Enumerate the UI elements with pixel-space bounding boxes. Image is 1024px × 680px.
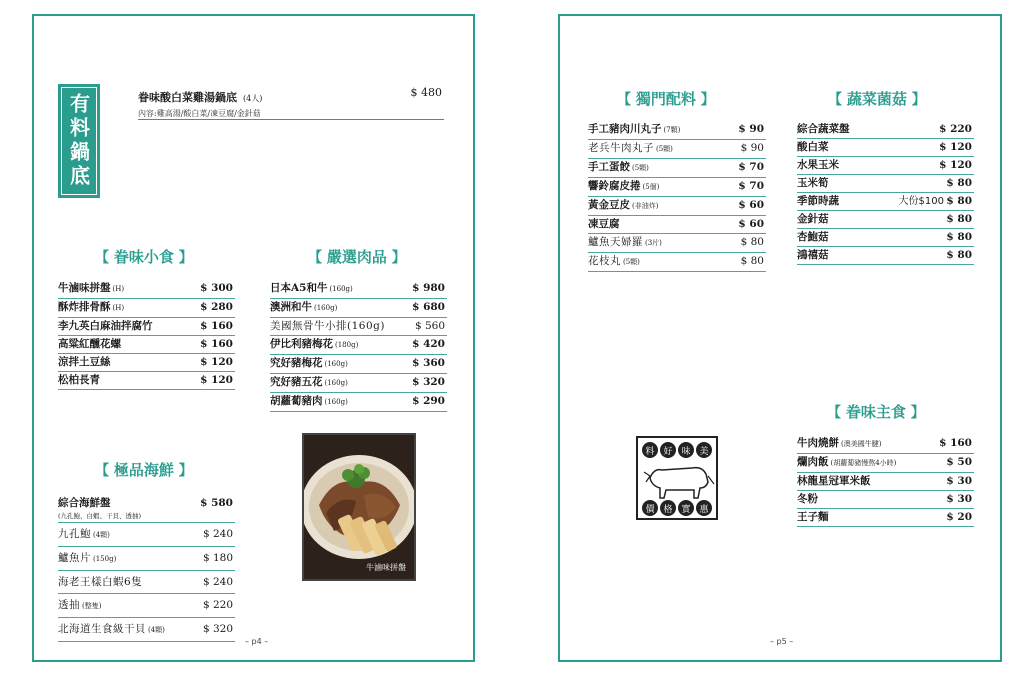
menu-item: [58, 618, 235, 642]
item-name: 冬粉: [797, 493, 818, 505]
item-note: (整隻): [82, 602, 102, 610]
item-name: 松柏長青: [58, 374, 100, 386]
item-name: 高粱紅醺花螺: [58, 338, 121, 350]
menu-item: [270, 374, 447, 393]
heading-text: 極品海鮮: [113, 461, 174, 479]
item-price: $ 360: [412, 357, 445, 369]
item-note: (H): [112, 285, 125, 293]
item-name: 海老王樣白蝦6隻: [58, 576, 143, 588]
menu-item: [588, 140, 766, 159]
menu-item: [58, 372, 235, 390]
item-note: (非油炸): [632, 202, 659, 210]
item-price: $ 120: [200, 374, 233, 386]
item-name: 金針菇: [797, 213, 829, 225]
category-title: 有料鍋底: [66, 93, 91, 189]
item-note: (7顆): [663, 126, 681, 134]
menu-item: [588, 216, 766, 234]
item-note: (160g): [324, 398, 348, 406]
item-name: 美國無骨牛小排(160g): [270, 320, 385, 332]
item-name: 花枝丸: [588, 255, 621, 267]
item-price: $ 280: [200, 301, 233, 313]
menu-item: [797, 247, 974, 265]
item-note: (3片): [645, 239, 662, 247]
item-price: $ 80: [946, 231, 972, 243]
item-name: 老兵牛肉丸子: [588, 142, 654, 154]
menu-item: [588, 253, 766, 272]
item-price: $ 90: [738, 123, 764, 135]
item-name: 水果玉米: [797, 159, 839, 171]
menu-item: [58, 594, 235, 618]
item-name: 酸白菜: [797, 141, 829, 153]
item-name: 響鈴腐皮捲: [588, 180, 641, 192]
item-price: $ 30: [946, 475, 972, 487]
menu-item: [58, 354, 235, 372]
section-heading-exclusive: 【 獨門配料 】: [617, 90, 715, 108]
section-heading-seafood: 【 極品海鮮 】: [95, 461, 193, 479]
item-name: 北海道生食級干貝: [58, 623, 146, 635]
item-name: 季節時蔬: [797, 195, 839, 207]
staples-list: [797, 435, 974, 527]
item-description: (九孔鮑、白蝦、干貝、透抽): [58, 512, 142, 520]
soup-description: 內容:雞高湯/酸白菜/凍豆腐/金針菇: [138, 109, 261, 118]
item-price: $ 580: [200, 497, 233, 509]
item-price: $ 160: [200, 320, 233, 332]
item-price: $ 160: [939, 437, 972, 449]
item-note: (180g): [335, 341, 359, 349]
item-price: $ 70: [738, 180, 764, 192]
item-note: (160g): [324, 360, 348, 368]
item-name: 日本A5和牛: [270, 282, 328, 294]
item-note: (胡蘿蔔豬慢熬4小時): [830, 459, 897, 467]
item-name: 伊比利豬梅花: [270, 338, 333, 350]
braised-beef-platter-image: [304, 435, 414, 579]
menu-item: [270, 280, 447, 299]
category-title-box: [58, 84, 100, 198]
item-note: (H): [112, 304, 125, 312]
heading-text: 獨門配料: [635, 90, 696, 108]
snacks-list: [58, 280, 235, 390]
menu-page-right: [558, 14, 1002, 662]
item-price: $ 220: [939, 123, 972, 135]
soup-name: 眷味酸白菜雞湯鍋底: [138, 91, 237, 104]
menu-item: [797, 157, 974, 175]
menu-item: [588, 178, 766, 197]
section-heading-snacks: 【 眷味小食 】: [95, 248, 193, 266]
item-name: 玉米筍: [797, 177, 829, 189]
menu-item: [58, 547, 235, 571]
item-note: (4顆): [148, 626, 165, 634]
stamp-bottom-text: 價 格 實 惠: [645, 505, 709, 515]
dish-photo: [302, 433, 416, 581]
heading-text: 眷味小食: [113, 248, 174, 266]
menu-item: [58, 492, 235, 523]
item-name: 王子麵: [797, 511, 829, 523]
menu-item: [797, 193, 974, 211]
menu-item: [588, 121, 766, 140]
item-price: $ 980: [412, 282, 445, 294]
menu-item: [797, 121, 974, 139]
item-price: $ 70: [738, 161, 764, 173]
item-note: (5顆): [656, 145, 673, 153]
soup-price: $ 480: [410, 86, 442, 99]
item-price: $ 50: [946, 456, 972, 468]
heading-text: 嚴選肉品: [326, 248, 387, 266]
item-price: $ 560: [414, 320, 445, 332]
menu-item: [588, 234, 766, 253]
menu-item: [58, 336, 235, 354]
item-price: $ 320: [202, 623, 233, 635]
item-price: $ 680: [412, 301, 445, 313]
item-price: $ 60: [738, 199, 764, 211]
section-heading-veggies: 【 蔬菜菌菇 】: [828, 90, 926, 108]
quality-stamp: [636, 436, 718, 520]
stamp-top-text: 料 好 味 美: [645, 447, 709, 457]
item-name: 凍豆腐: [588, 218, 620, 230]
item-name: 鴻禧菇: [797, 249, 829, 261]
item-name: 涼拌土豆絲: [58, 356, 111, 368]
item-price: $ 120: [939, 159, 972, 171]
item-price: $ 30: [946, 493, 972, 505]
item-note: (150g): [93, 555, 117, 563]
menu-item: [58, 523, 235, 547]
item-price: $ 240: [202, 576, 233, 588]
menu-item: [58, 299, 235, 318]
item-name: 黃金豆皮: [588, 199, 630, 211]
item-price: $ 240: [202, 528, 233, 540]
menu-item: [797, 454, 974, 473]
menu-item: [270, 355, 447, 374]
item-price: $ 20: [946, 511, 972, 523]
page-number-right: – p5 –: [770, 637, 794, 646]
menu-item: [797, 229, 974, 247]
menu-item: [797, 473, 974, 491]
menu-item: [58, 318, 235, 336]
item-price: $ 320: [412, 376, 445, 388]
page-number-left: – p4 –: [245, 637, 269, 646]
item-price: $ 90: [740, 142, 764, 154]
menu-item: [797, 509, 974, 527]
menu-item: [797, 435, 974, 454]
menu-item: [588, 159, 766, 178]
item-price: $ 180: [202, 552, 233, 564]
item-name: 究好豬五花: [270, 376, 323, 388]
item-name: 綜合蔬菜盤: [797, 123, 850, 135]
item-price: $ 60: [738, 218, 764, 230]
soup-portion: (4人): [243, 94, 263, 103]
item-name: 九孔鮑: [58, 528, 91, 540]
item-price: $ 80: [946, 249, 972, 261]
item-price: $ 120: [200, 356, 233, 368]
menu-item: [797, 491, 974, 509]
soup-base-item: [138, 86, 444, 119]
item-price: $ 300: [200, 282, 233, 294]
menu-item: [797, 211, 974, 229]
item-note: (160g): [329, 285, 353, 293]
veggies-list: [797, 121, 974, 265]
item-name: 林龍星冠軍米飯: [797, 475, 871, 487]
item-note: (4顆): [93, 531, 110, 539]
item-note: (160g): [324, 379, 348, 387]
meats-list: [270, 280, 447, 412]
menu-item: [58, 280, 235, 299]
item-price: $ 80: [946, 177, 972, 189]
item-note: (5顆): [623, 258, 640, 266]
item-name: 爛肉飯: [797, 456, 829, 468]
section-heading-meats: 【 嚴選肉品 】: [308, 248, 406, 266]
item-name: 澳洲和牛: [270, 301, 312, 313]
item-price: $ 220: [202, 599, 233, 611]
item-name: 手工蛋餃: [588, 161, 630, 173]
item-note: (5個): [642, 183, 660, 191]
heading-text: 眷味主食: [845, 403, 906, 421]
item-price: $ 80: [946, 195, 972, 207]
item-price: $ 120: [939, 141, 972, 153]
item-name: 杏鮑菇: [797, 231, 829, 243]
menu-item: [270, 318, 447, 336]
item-price: $ 160: [200, 338, 233, 350]
item-price: $ 80: [740, 255, 764, 267]
item-price: $ 80: [740, 236, 764, 248]
exclusive-list: [588, 121, 766, 272]
menu-item: [797, 175, 974, 193]
menu-item: [797, 139, 974, 157]
item-name: 究好豬梅花: [270, 357, 323, 369]
item-note: (160g): [314, 304, 338, 312]
item-name: 酥炸排骨酥: [58, 301, 111, 313]
item-name: 綜合海鮮盤: [58, 497, 111, 509]
item-price: $ 420: [412, 338, 445, 350]
item-price: $ 290: [412, 395, 445, 407]
item-large-portion-price: 大份$100: [898, 196, 944, 207]
heading-text: 蔬菜菌菇: [846, 90, 907, 108]
item-name: 胡蘿蔔豬肉: [270, 395, 323, 407]
menu-item: [270, 336, 447, 355]
item-name: 牛肉燒餅: [797, 437, 839, 449]
divider: [138, 119, 444, 120]
menu-item: [58, 571, 235, 594]
item-name: 透抽: [58, 599, 80, 611]
item-note: (澳美國牛腱): [841, 440, 882, 448]
item-name: 手工豬肉川丸子: [588, 123, 662, 135]
item-name: 牛滷味拼盤: [58, 282, 111, 294]
photo-caption: 牛滷味拼盤: [366, 563, 406, 572]
item-name: 李九英白麻油拌腐竹: [58, 320, 153, 332]
seafood-list: [58, 492, 235, 642]
item-name: 鱸魚天婦羅: [588, 236, 643, 248]
menu-item: [270, 299, 447, 318]
item-name: 鱸魚片: [58, 552, 91, 564]
section-heading-staples: 【 眷味主食 】: [827, 403, 925, 421]
item-note: (5顆): [632, 164, 649, 172]
item-price: $ 80: [946, 213, 972, 225]
menu-item: [588, 197, 766, 216]
menu-item: [270, 393, 447, 412]
